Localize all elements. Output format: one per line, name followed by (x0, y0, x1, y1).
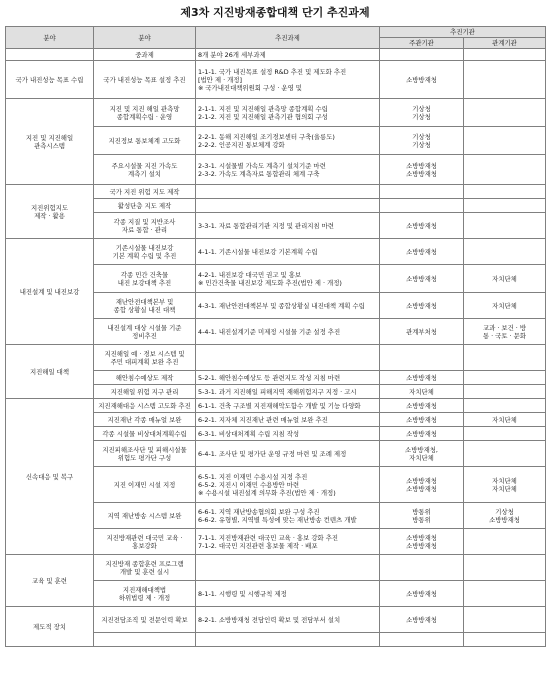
subfield-cell (94, 239, 196, 265)
lead-org-text: 방통위 (412, 515, 431, 524)
task-text: ※ 민간건축물 내진보강 제도화 추진(법안 제 · 개정) (198, 278, 342, 287)
subfield-cell (94, 555, 196, 581)
lead-org-cell (380, 467, 464, 503)
task-cell (196, 345, 380, 371)
subfield-text: 종합계획수립 · 운영 (116, 112, 173, 121)
related-org-cell (464, 399, 546, 413)
related-org-cell (464, 293, 546, 319)
lead-org-cell (380, 265, 464, 293)
subfield-cell (94, 399, 196, 413)
category-cell (6, 399, 94, 555)
lead-org-text: 기상청 (412, 104, 431, 113)
lead-org-text: 소방방재청 (406, 221, 437, 230)
header-field: 분야 (6, 27, 94, 49)
subfield-text: 지진재해대응 시스템 고도화 추진 (98, 401, 191, 410)
lead-org-text: 소방방재청 (406, 615, 437, 624)
related-org-text: 자치단체 (492, 484, 517, 493)
task-cell (196, 607, 380, 633)
lead-org-text: 기상청 (412, 140, 431, 149)
subfield-text: 지진전담조직 및 전문인력 확보 (101, 615, 188, 624)
subfield-cell (94, 503, 196, 529)
subfield-text: 내진 보강대책 추진 (117, 278, 172, 287)
related-org-cell (464, 555, 546, 581)
subfield-text: 주민 대피계획 보완 추진 (110, 357, 179, 366)
task-text: [법안 제 · 개정] (198, 75, 242, 84)
subfield-text: 계측기 설치 (128, 169, 161, 178)
related-org-text: 기상청 (495, 507, 514, 516)
lead-org-text: 관계부처청 (406, 327, 437, 336)
task-text: 4-4-1. 내진설계기준 미제정 시설물 기준 설정 추진 (198, 327, 341, 336)
related-org-text: 소방방재청 (489, 515, 520, 524)
table-row (6, 555, 546, 581)
subfield-text: 지진재해대책법 (122, 585, 167, 594)
header-related: 관계기관 (464, 38, 546, 49)
task-text: 7-1-2. 대국민 지진관련 홍보물 제작 · 배포 (198, 541, 318, 550)
related-org-cell (464, 319, 546, 345)
subfield-cell (94, 61, 196, 99)
related-org-cell (464, 99, 546, 127)
related-org-text: 교과 · 보건 · 방 (482, 323, 527, 332)
related-org-cell (464, 413, 546, 427)
subfield-cell (94, 293, 196, 319)
subfield-cell (94, 633, 196, 647)
lead-org-text: 방통위 (412, 507, 431, 516)
category-cell (6, 555, 94, 607)
subfield-text: 하위법령 제 · 개정 (118, 593, 171, 602)
subfield-cell (94, 345, 196, 371)
task-text: 1-1-1. 국가 내진목표 설정 R&D 추진 및 제도화 추진 (198, 67, 347, 76)
task-cell (196, 293, 380, 319)
lead-org-text: 소방방재청 (406, 541, 437, 550)
subfield-text: 기본 계획 수립 및 추진 (112, 251, 177, 260)
lead-org-cell (380, 633, 464, 647)
lead-org-text: 소방방재청 (406, 75, 437, 84)
related-org-cell (464, 199, 546, 213)
table-row (6, 345, 546, 371)
task-cell (196, 633, 380, 647)
task-text: 4-1-1. 기존시설물 내진보강 기본계획 수립 (198, 247, 318, 256)
lead-org-text: 기상청 (412, 112, 431, 121)
task-cell (196, 385, 380, 399)
lead-org-cell (380, 555, 464, 581)
task-text: 6-6-1. 지역 재난방송협의회 보완 구성 추진 (198, 507, 320, 516)
lead-org-text: 소방방재청 (406, 589, 437, 598)
related-org-cell (464, 385, 546, 399)
subfield-text: 국가 지진 위험 지도 제작 (109, 187, 180, 196)
task-cell (196, 399, 380, 413)
lead-org-cell (380, 581, 464, 607)
task-cell (196, 413, 380, 427)
task-text: 6-2-1. 지자체 지진재난 관련 매뉴얼 보완 추진 (198, 415, 328, 424)
task-text: 4-3-1. 재난안전대책본부 및 종합상황실 내진대책 계획 수립 (198, 301, 365, 310)
lead-org-cell (380, 607, 464, 633)
subfield-cell (94, 127, 196, 155)
subfield-text: 지진 이재민 시설 지정 (113, 480, 176, 489)
lead-org-text: 자치단체 (409, 387, 434, 396)
subfield-text: 내진설계 대상 시설물 기준 (107, 323, 182, 332)
subfield-cell (94, 99, 196, 127)
related-org-cell (464, 185, 546, 199)
category-cell (6, 99, 94, 185)
lead-org-cell (380, 345, 464, 371)
lead-org-cell (380, 371, 464, 385)
task-cell (196, 427, 380, 441)
lead-org-cell (380, 529, 464, 555)
subfield-cell (94, 213, 196, 239)
category-cell (6, 239, 94, 345)
total-task: 8개 분야 26개 세부과제 (196, 49, 380, 61)
category-cell (6, 185, 94, 239)
subfield-cell (94, 427, 196, 441)
lead-org-cell (380, 213, 464, 239)
subfield-text: 종합 상황실 내진 대책 (113, 305, 176, 314)
lead-org-text: 자치단체 (409, 453, 434, 462)
subfield-text: 자료 통합 · 관리 (121, 225, 168, 234)
total-sub: 중과제 (94, 49, 196, 61)
lead-org-text: 소방방재청 (406, 274, 437, 283)
page-title: 제3차 지진방재종합대책 단기 추진과제 (180, 6, 370, 19)
related-org-text: 자치단체 (492, 415, 517, 424)
category-label: 내진설계 및 내진보강 (19, 287, 80, 296)
task-cell (196, 371, 380, 385)
task-text: 2-3-1. 시설물별 가속도 계측기 설치기준 마련 (198, 161, 326, 170)
subfield-cell (94, 185, 196, 199)
lead-org-text: 소방방재청 (406, 169, 437, 178)
related-org-cell (464, 633, 546, 647)
task-cell (196, 503, 380, 529)
task-text: 5-3-1. 과거 지진해일 피해지역 재해위험지구 지정 · 고시 (198, 387, 357, 396)
subfield-text: 주요시설물 지진 가속도 (111, 161, 178, 170)
header-org-group: 추진기관 (380, 27, 546, 38)
subfield-text: 지진 및 지진 해일 관측망 (109, 104, 180, 113)
subfield-cell (94, 581, 196, 607)
category-label: 관측시스템 (34, 141, 65, 150)
task-text: 2-3-2. 가속도 계측자료 통합관리 체계 구축 (198, 169, 320, 178)
task-cell (196, 199, 380, 213)
subfield-cell (94, 319, 196, 345)
table-row (6, 61, 546, 99)
subfield-text: 지진재난 각종 매뉴얼 보완 (107, 415, 182, 424)
related-org-cell (464, 239, 546, 265)
header-task: 추진과제 (196, 27, 380, 49)
lead-org-cell (380, 319, 464, 345)
subfield-text: 국가 내진성능 목표 설정 추진 (103, 75, 186, 84)
task-cell (196, 155, 380, 185)
total-row-blank (6, 49, 94, 61)
lead-org-text: 소방방재청 (406, 415, 437, 424)
subfield-text: 재난안전대책본부 및 (115, 297, 174, 306)
lead-org-cell (380, 427, 464, 441)
category-label: 신속대응 및 복구 (25, 472, 74, 481)
related-org-cell (464, 581, 546, 607)
subfield-cell (94, 265, 196, 293)
task-text: ※ 수용시설 내진설계 의무화 추진(법안 제 · 개정) (198, 488, 336, 497)
related-org-cell (464, 345, 546, 371)
subfield-cell (94, 467, 196, 503)
lead-org-text: 소방방재청, (405, 445, 438, 454)
subfield-text: 지역 재난방송 시스템 보완 (107, 511, 182, 520)
task-text: 8-1-1. 시행령 및 시행규칙 제정 (198, 589, 287, 598)
lead-org-text: 소방방재청 (406, 429, 437, 438)
table-row (6, 607, 546, 633)
category-label: 교육 및 훈련 (32, 576, 67, 585)
related-org-cell (464, 427, 546, 441)
task-text: 6-3-1. 비상대처계획 수립 지침 작성 (198, 429, 300, 438)
lead-org-cell (380, 413, 464, 427)
subfield-cell (94, 371, 196, 385)
task-cell (196, 61, 380, 99)
task-text: 6-5-1. 지진 이재민 수용시설 지정 추진 (198, 472, 308, 481)
task-text: ※ 국가내진대책위원회 구성 · 운영 및 (198, 83, 302, 92)
lead-org-text: 소방방재청 (406, 247, 437, 256)
task-text: 8-2-1. 소방방재청 전담인력 확보 및 전담부서 설치 (198, 615, 341, 624)
lead-org-cell (380, 385, 464, 399)
lead-org-text: 소방방재청 (406, 301, 437, 310)
related-org-cell (464, 529, 546, 555)
lead-org-text: 소방방재청 (406, 484, 437, 493)
related-org-cell (464, 155, 546, 185)
category-label: 제작 · 활용 (34, 211, 65, 220)
task-cell (196, 555, 380, 581)
subfield-text: 홍보강화 (132, 541, 157, 550)
lead-org-cell (380, 199, 464, 213)
subfield-cell (94, 607, 196, 633)
subfield-text: 위험도 평가단 구성 (117, 453, 172, 462)
subfield-cell (94, 529, 196, 555)
subfield-text: 지진정보 통보체계 고도화 (108, 136, 181, 145)
header-lead: 주관기관 (380, 38, 464, 49)
header-subfield: 분야 (94, 27, 196, 49)
related-org-cell (464, 213, 546, 239)
task-cell (196, 99, 380, 127)
table-row (6, 185, 546, 199)
lead-org-cell (380, 127, 464, 155)
related-org-text: 자치단체 (492, 274, 517, 283)
category-label: 국가 내진성능 목표 수립 (15, 75, 84, 84)
subfield-text: 지진방재관련 대국민 교육 · (106, 533, 183, 542)
table-row (6, 239, 546, 265)
task-text: 7-1-1. 지진방재관련 대국민 교육 · 홍보 강화 추진 (198, 533, 339, 542)
lead-org-text: 소방방재청 (406, 533, 437, 542)
task-text: 5-2-1. 해안침수예상도 등 관련지도 작성 지침 마련 (198, 373, 341, 382)
lead-org-cell (380, 61, 464, 99)
subfield-text: 개발 및 훈련 실시 (119, 567, 170, 576)
lead-org-cell (380, 185, 464, 199)
lead-org-cell (380, 155, 464, 185)
table-row (6, 399, 546, 413)
lead-org-cell (380, 503, 464, 529)
related-org-text: 통 · 국토 · 문화 (482, 331, 527, 340)
subfield-text: 각종 민간 건축물 (120, 270, 169, 279)
category-label: 제도적 장치 (33, 622, 66, 631)
category-label: 지진위험지도 (30, 203, 69, 212)
related-org-cell (464, 467, 546, 503)
subfield-text: 지진해일 예 · 경보 시스템 및 (104, 349, 185, 358)
lead-org-cell (380, 293, 464, 319)
category-label: 지진해일 대책 (29, 367, 70, 376)
category-cell (6, 607, 94, 647)
category-cell (6, 345, 94, 399)
subfield-cell (94, 155, 196, 185)
subfield-cell (94, 441, 196, 467)
task-cell (196, 265, 380, 293)
lead-org-cell (380, 441, 464, 467)
task-text: 2-2-2. 인공지진 통보체계 강화 (198, 140, 285, 149)
task-cell (196, 319, 380, 345)
related-org-text: 자치단체 (492, 476, 517, 485)
related-org-cell (464, 607, 546, 633)
lead-org-cell (380, 99, 464, 127)
related-org-cell (464, 441, 546, 467)
subfield-cell (94, 199, 196, 213)
task-text: 2-2-1. 동해 지진해일 조기경보센터 구축(울릉도) (198, 132, 335, 141)
lead-org-cell (380, 239, 464, 265)
category-cell (6, 61, 94, 99)
task-cell (196, 581, 380, 607)
task-cell (196, 467, 380, 503)
subfield-text: 활성단층 지도 제작 (117, 201, 172, 210)
task-text: 6-1-1. 건축 구조별 지진재해악도함수 개발 및 기능 다양화 (198, 401, 361, 410)
subfield-text: 지진피해조사단 및 피해시설물 (102, 445, 187, 454)
task-cell (196, 213, 380, 239)
lead-org-text: 소방방재청 (406, 373, 437, 382)
subfield-cell (94, 385, 196, 399)
subfield-text: 해안침수예상도 제작 (115, 373, 174, 382)
subfield-text: 정비추진 (132, 331, 157, 340)
related-org-cell (464, 61, 546, 99)
related-org-cell (464, 371, 546, 385)
task-text: 3-3-1. 자료 통합관리기관 지정 및 관리지침 마련 (198, 221, 334, 230)
lead-org-text: 소방방재청 (406, 476, 437, 485)
task-text: 4-2-1. 내진보강 대국민 권고 및 홍보 (198, 270, 302, 279)
task-cell (196, 441, 380, 467)
lead-org-text: 기상청 (412, 132, 431, 141)
task-text: 2-1-1. 지진 및 지진해일 관측망 종합계획 수립 (198, 104, 328, 113)
task-cell (196, 239, 380, 265)
related-org-cell (464, 503, 546, 529)
lead-org-cell (380, 399, 464, 413)
task-text: 6-4-1. 조사단 및 평가단 운영 규정 마련 및 조례 제정 (198, 449, 347, 458)
task-table (5, 26, 546, 647)
subfield-text: 지진해일 위험 지구 관리 (110, 387, 179, 396)
lead-org-text: 소방방재청 (406, 161, 437, 170)
task-cell (196, 185, 380, 199)
task-text: 2-1-2. 지진 및 지진해일 관측기관 협의회 구성 (198, 112, 328, 121)
category-label: 지진 및 지진해일 (25, 133, 74, 142)
task-cell (196, 127, 380, 155)
related-org-cell (464, 127, 546, 155)
task-text: 6-6-2. 유형별, 지역별 특성에 맞는 재난방송 컨텐츠 개발 (198, 515, 357, 524)
subfield-cell (94, 413, 196, 427)
task-cell (196, 529, 380, 555)
subfield-text: 지진방재 종합훈련 프로그램 (105, 559, 184, 568)
lead-org-text: 소방방재청 (406, 401, 437, 410)
related-org-cell (464, 265, 546, 293)
table-row (6, 99, 546, 127)
subfield-text: 기존시설물 내진보강 (115, 243, 174, 252)
task-text: 6-5-2. 지진시 이재민 수용방안 마련 (198, 480, 300, 489)
subfield-text: 각종 시설물 비상대처계획수립 (102, 429, 187, 438)
related-org-text: 자치단체 (492, 301, 517, 310)
subfield-text: 각종 지질 및 지반조사 (113, 217, 176, 226)
